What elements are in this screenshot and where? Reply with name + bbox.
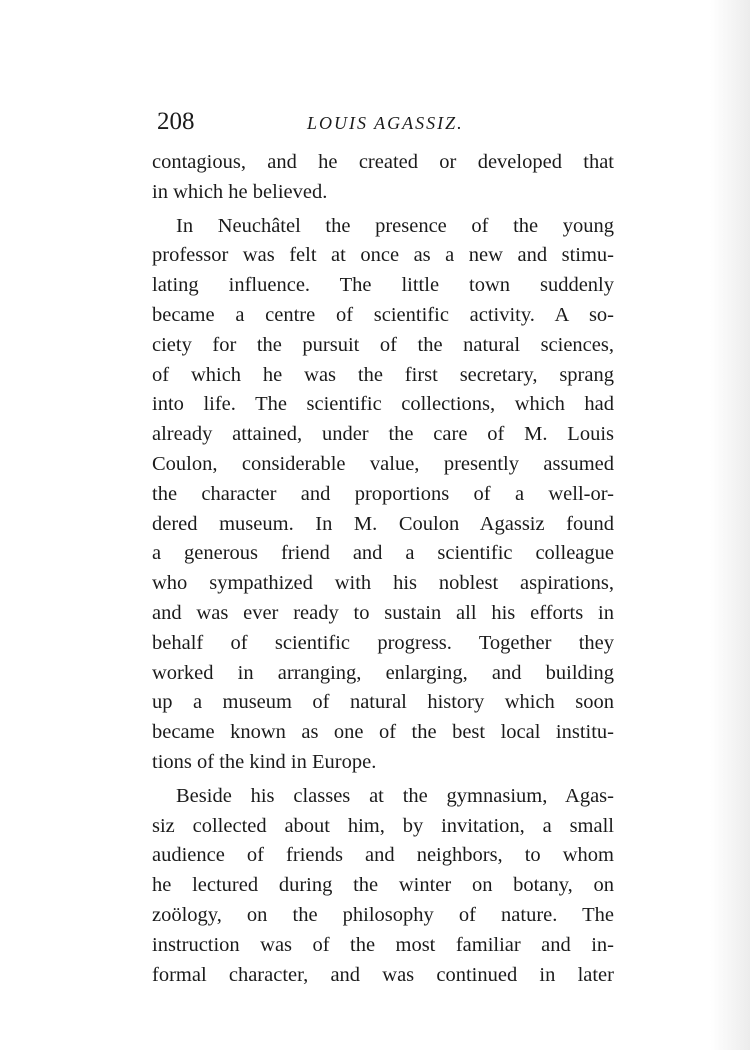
- text-line: zoölogy, on the philosophy of nature. The: [152, 903, 614, 926]
- text-line: siz collected about him, by invitation, a small: [152, 814, 614, 837]
- book-page: [152, 108, 614, 990]
- text-line: behalf of scientific progress. Together they: [152, 631, 614, 654]
- running-title: LOUIS AGASSIZ.: [307, 113, 464, 133]
- text-line: became known as one of the best local institu-: [152, 721, 614, 744]
- text-line: formal character, and was continued in later: [152, 963, 614, 986]
- text-line: the character and proportions of a well-or-: [152, 482, 614, 505]
- scan-edge-shadow: [710, 0, 750, 1050]
- text-line: In Neuchâtel the presence of the young: [176, 214, 614, 237]
- text-line: already attained, under the care of M. Louis: [152, 423, 614, 446]
- text-line: and was ever ready to sustain all his efforts in: [152, 601, 614, 624]
- text-line: dered museum. In M. Coulon Agassiz found: [152, 512, 614, 535]
- text-line: of which he was the first secretary, sprang: [152, 363, 614, 386]
- text-line: Coulon, considerable value, presently assumed: [152, 452, 614, 475]
- text-line: Beside his classes at the gymnasium, Agas-: [176, 784, 614, 807]
- text-line: up a museum of natural history which soon: [152, 691, 614, 714]
- text-line: he lectured during the winter on botany, on: [152, 874, 614, 897]
- text-line: contagious, and he created or developed that: [152, 151, 614, 173]
- text-line: into life. The scientific collections, which had: [152, 393, 614, 416]
- body-text: [152, 148, 614, 990]
- text-line: a generous friend and a scientific colleague: [152, 542, 614, 565]
- running-head: [152, 108, 614, 148]
- text-line: worked in arranging, enlarging, and building: [152, 661, 614, 684]
- text-line: who sympathized with his noblest aspirations,: [152, 572, 614, 595]
- text-line: lating influence. The little town suddenly: [152, 274, 614, 297]
- text-line: professor was felt at once as a new and stimu-: [152, 244, 614, 267]
- text-line: became a centre of scientific activity. A so-: [152, 303, 614, 326]
- text-line: ciety for the pursuit of the natural sciences,: [152, 333, 614, 356]
- text-line: tions of the kind in Europe.: [152, 750, 377, 773]
- text-line: audience of friends and neighbors, to whom: [152, 844, 614, 867]
- page-number: 208: [157, 108, 195, 135]
- text-line: instruction was of the most familiar and in-: [152, 933, 614, 956]
- text-line: in which he believed.: [152, 180, 328, 203]
